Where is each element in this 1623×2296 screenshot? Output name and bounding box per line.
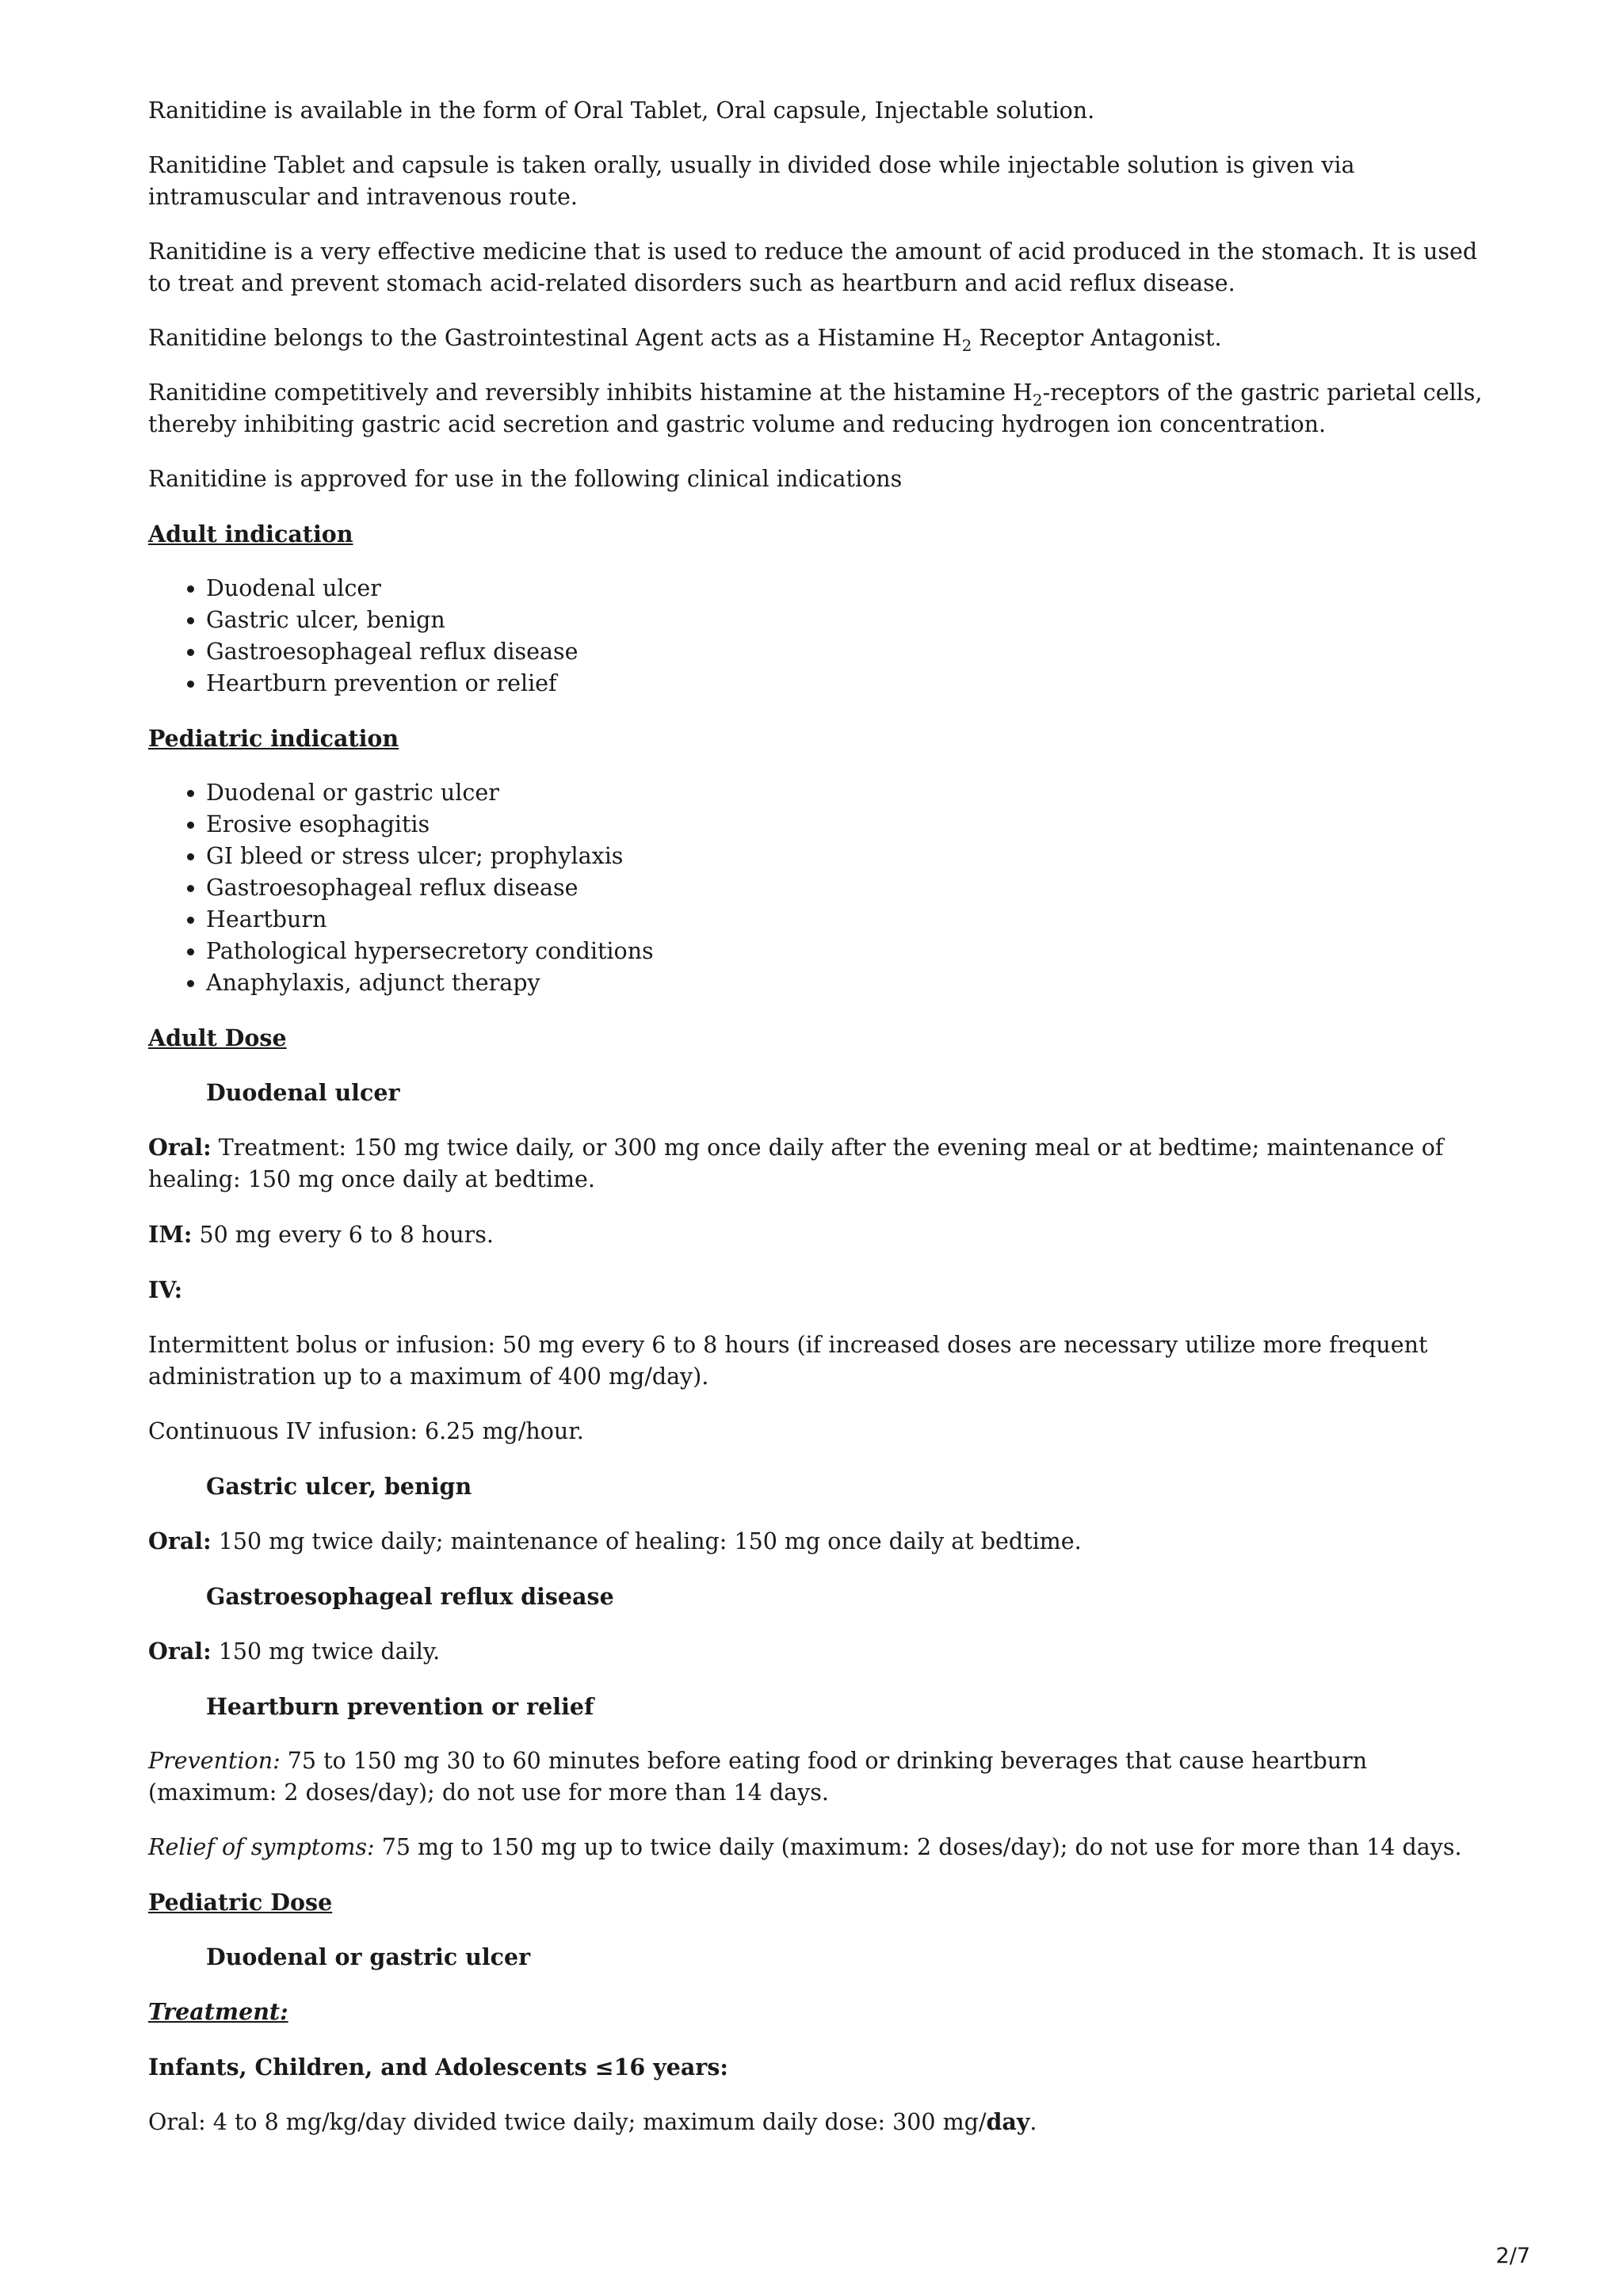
dose-text: . bbox=[1029, 2109, 1037, 2135]
list-item: • Anaphylaxis, adjunct therapy bbox=[206, 967, 1495, 999]
route-label: Oral: bbox=[148, 1638, 212, 1665]
list-item: • GI bleed or stress ulcer; prophylaxis bbox=[206, 841, 1495, 872]
dose-paragraph bbox=[148, 1525, 1495, 1558]
subscript: 2 bbox=[1032, 391, 1043, 410]
route-label: IM: bbox=[148, 1221, 193, 1248]
pediatric-indication-heading: Pediatric indication bbox=[148, 725, 399, 752]
intro-paragraph: Ranitidine is approved for use in the following clinical indications bbox=[148, 466, 903, 492]
pediatric-indication-list bbox=[148, 777, 1495, 999]
intro-paragraph bbox=[148, 377, 1495, 441]
dose-paragraph: Intermittent bolus or infusion: 50 mg every 6 to 8 hours (if increased doses are necessary utilize more frequent administration up to a maximum of 400 mg/day). bbox=[148, 1332, 1428, 1390]
intro-paragraph: Ranitidine is available in the form of Oral Tablet, Oral capsule, Injectable solution. bbox=[148, 97, 1095, 124]
list-item: • Pathological hypersecretory conditions bbox=[206, 936, 1495, 967]
dose-text: 75 to 150 mg 30 to 60 minutes before eating food or drinking beverages that cause heartburn (maximum: 2 doses/day); do not use for more than 14 days. bbox=[148, 1748, 1368, 1806]
dose-text-bold: day bbox=[986, 2108, 1030, 2135]
text-run: Ranitidine belongs to the Gastrointestinal Agent acts as a Histamine H bbox=[148, 325, 962, 351]
route-label: Oral: bbox=[148, 1134, 212, 1161]
dose-text: 150 mg twice daily. bbox=[211, 1638, 441, 1665]
text-run: -receptors of the gastric parietal cells, thereby inhibiting gastric acid secretion and gastric volume and reducing hydrogen ion concentration. bbox=[148, 379, 1483, 437]
subscript: 2 bbox=[961, 336, 972, 355]
dose-text: 150 mg twice daily; maintenance of healing: 150 mg once daily at bedtime. bbox=[211, 1528, 1082, 1554]
treatment-label-paragraph bbox=[148, 1996, 1495, 2028]
dose-text: Treatment: 150 mg twice daily, or 300 mg once daily after the evening meal or at bedtime; maintenance of healing: 150 mg once daily at bedtime. bbox=[148, 1135, 1444, 1192]
heartburn-subheading: Heartburn prevention or relief bbox=[206, 1693, 594, 1720]
duodenal-ulcer-subheading: Duodenal ulcer bbox=[206, 1079, 400, 1106]
gerd-subheading: Gastroesophageal reflux disease bbox=[206, 1583, 614, 1610]
intro-paragraph: Ranitidine Tablet and capsule is taken orally, usually in divided dose while injectable solution is given via intramuscular and intravenous route. bbox=[148, 152, 1355, 210]
treatment-label: Treatment: bbox=[148, 1998, 288, 2025]
dose-text: 50 mg every 6 to 8 hours. bbox=[192, 1222, 494, 1248]
intro-paragraph bbox=[148, 322, 1495, 354]
page-number: 2/7 bbox=[1495, 2244, 1530, 2268]
dose-paragraph bbox=[148, 1274, 1495, 1306]
gastric-ulcer-subheading: Gastric ulcer, benign bbox=[206, 1473, 472, 1500]
dose-label: Relief of symptoms: bbox=[148, 1834, 375, 1860]
dose-text: Oral: 4 to 8 mg/kg/day divided twice daily; maximum daily dose: 300 mg/ bbox=[148, 2109, 987, 2135]
document-page bbox=[148, 95, 1495, 2161]
dose-paragraph bbox=[148, 1131, 1495, 1196]
list-item: • Duodenal ulcer bbox=[206, 573, 1495, 605]
dose-paragraph bbox=[148, 1219, 1495, 1251]
list-item: • Gastroesophageal reflux disease bbox=[206, 872, 1495, 904]
dose-paragraph bbox=[148, 1832, 1495, 1863]
dose-paragraph: Continuous IV infusion: 6.25 mg/hour. bbox=[148, 1418, 584, 1444]
list-item: • Gastroesophageal reflux disease bbox=[206, 636, 1495, 668]
age-group-label: Infants, Children, and Adolescents ≤16 years: bbox=[148, 2054, 728, 2081]
dose-paragraph bbox=[148, 1745, 1495, 1809]
list-item: • Duodenal or gastric ulcer bbox=[206, 777, 1495, 809]
dose-label: Prevention: bbox=[148, 1748, 281, 1774]
pediatric-ulcer-subheading: Duodenal or gastric ulcer bbox=[206, 1943, 531, 1970]
list-item: • Heartburn prevention or relief bbox=[206, 668, 1495, 700]
intro-paragraph: Ranitidine is a very effective medicine that is used to reduce the amount of acid produced in the stomach. It is used to treat and prevent stomach acid-related disorders such as heartburn and acid reflux disease. bbox=[148, 238, 1478, 296]
adult-indication-list bbox=[148, 573, 1495, 700]
route-label: Oral: bbox=[148, 1527, 212, 1554]
dose-paragraph bbox=[148, 2106, 1495, 2138]
list-item: • Erosive esophagitis bbox=[206, 809, 1495, 841]
pediatric-dose-heading: Pediatric Dose bbox=[148, 1889, 333, 1916]
list-item: • Heartburn bbox=[206, 904, 1495, 936]
adult-dose-heading: Adult Dose bbox=[148, 1024, 287, 1051]
adult-indication-heading: Adult indication bbox=[148, 521, 353, 547]
dose-paragraph bbox=[148, 1635, 1495, 1668]
text-run: Receptor Antagonist. bbox=[972, 325, 1222, 351]
list-item: • Gastric ulcer, benign bbox=[206, 605, 1495, 636]
route-label: IV: bbox=[148, 1276, 183, 1303]
text-run: Ranitidine competitively and reversibly inhibits histamine at the histamine H bbox=[148, 379, 1033, 406]
dose-text: 75 mg to 150 mg up to twice daily (maximum: 2 doses/day); do not use for more than 14 days. bbox=[374, 1834, 1462, 1860]
